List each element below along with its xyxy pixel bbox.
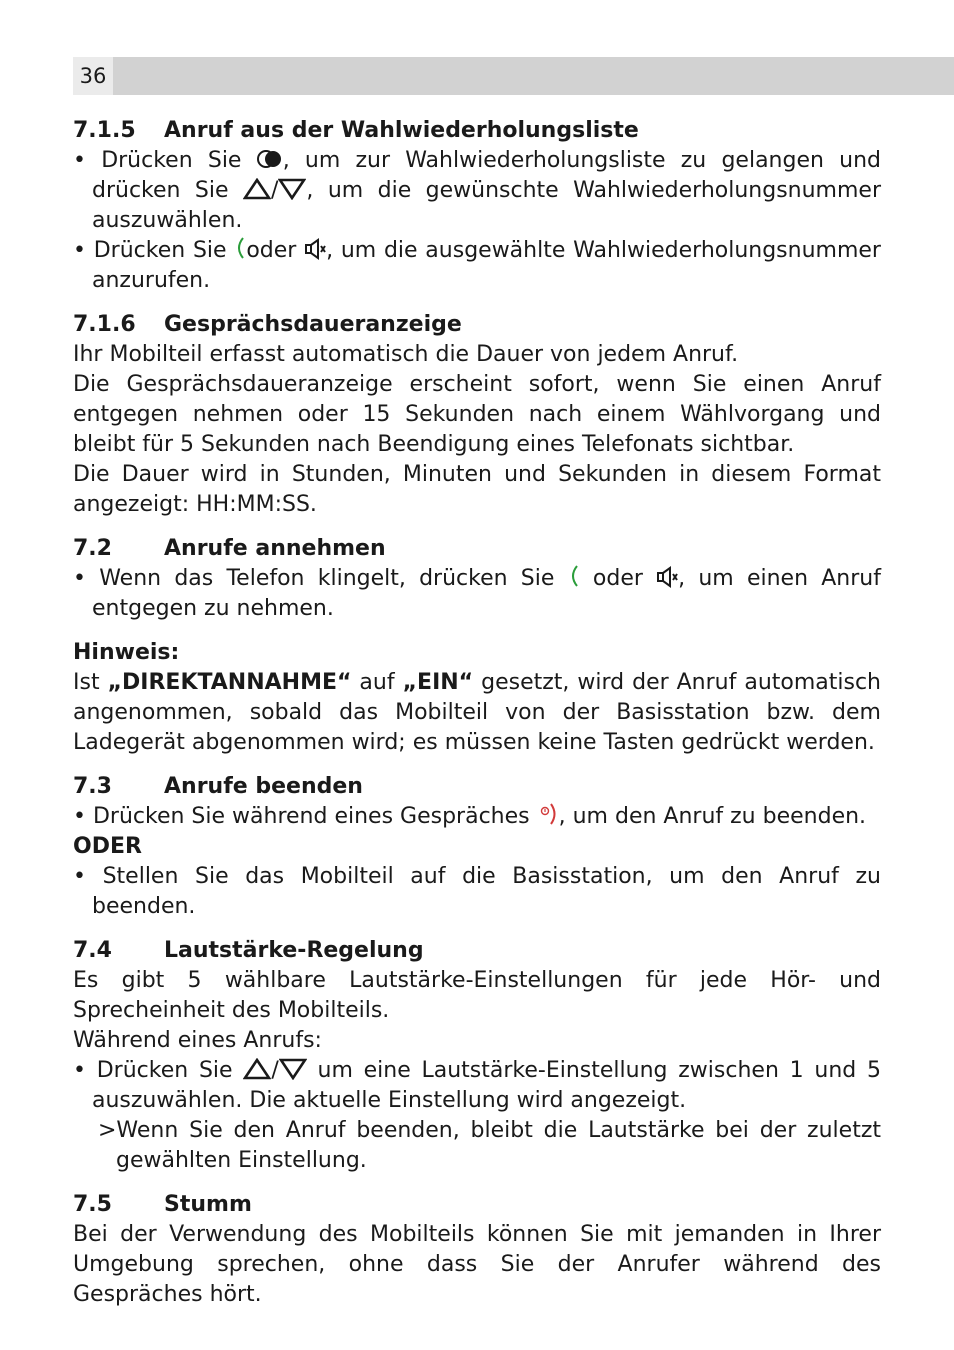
up-arrow-icon xyxy=(243,178,271,200)
bullet-text: oder xyxy=(246,238,297,263)
section-7-3 xyxy=(73,772,881,922)
end-call-icon xyxy=(537,802,559,826)
note-text-part: Ist xyxy=(73,670,108,695)
section-number: 7.4 xyxy=(73,938,112,963)
note-text-part: gesetzt, wird der Anruf automatisch angenommen, sobald das Mobilteil von der Basisstation bzw. dem Ladegerät abgenommen wird; es müssen keine Tasten gedrückt werden. xyxy=(73,670,881,755)
section-heading xyxy=(73,116,881,146)
or-label: ODER xyxy=(73,834,142,859)
paragraph: Bei der Verwendung des Mobilteils können Sie mit jemanden in Ihrer Umgebung sprechen, ohne dass Sie der Anrufer während des Gespräches hört. xyxy=(73,1222,881,1307)
section-7-4 xyxy=(73,936,881,1176)
section-title: Stumm xyxy=(164,1192,252,1217)
down-arrow-icon xyxy=(279,1058,307,1080)
page-number: 36 xyxy=(73,57,113,95)
section-heading xyxy=(73,310,881,340)
speaker-icon xyxy=(304,238,326,260)
section-7-1-5 xyxy=(73,116,881,296)
section-7-1-6 xyxy=(73,310,881,520)
section-title: Anrufe annehmen xyxy=(164,536,386,561)
section-7-5 xyxy=(73,1190,881,1310)
section-heading xyxy=(73,534,881,564)
paragraph: Die Gesprächsdaueranzeige erscheint sofort, wenn Sie einen Anruf entgegen nehmen oder 15 Sekunden nach einem Wählvorgang und bleibt für 5 Sekunden nach Beendigung eines Telefonats sichtbar. xyxy=(73,372,881,457)
bullet-text: , um die ausgewählte Wahlwiederholungsnummer anzurufen. xyxy=(92,238,881,293)
section-number: 7.3 xyxy=(73,774,112,799)
bullet-text: Drücken Sie xyxy=(96,1058,233,1083)
bullet-item: • Drücken Sie , um zur Wahlwiederholungsliste zu gelangen und drücken Sie / , um die gewünschte Wahlwiederholungsnummer auszuwählen. xyxy=(73,148,881,233)
note-text xyxy=(73,668,881,758)
section-title: Gesprächsdaueranzeige xyxy=(164,312,462,337)
paragraph: Während eines Anrufs: xyxy=(73,1028,322,1053)
section-heading xyxy=(73,936,881,966)
bullet-text: , um die gewünschte Wahlwiederholungsnummer auszuwählen. xyxy=(92,178,881,233)
sub-item: >Wenn Sie den Anruf beenden, bleibt die Lautstärke bei der zuletzt gewählten Einstellung. xyxy=(98,1118,881,1173)
redial-icon xyxy=(257,148,283,170)
call-icon xyxy=(568,564,580,588)
bullet-text: Drücken Sie xyxy=(101,148,242,173)
bullet-text: , um einen Anruf entgegen zu nehmen. xyxy=(92,566,881,621)
separator: / xyxy=(271,1058,279,1083)
paragraph: Es gibt 5 wählbare Lautstärke-Einstellungen für jede Hör- und Sprecheinheit des Mobilteils. xyxy=(73,968,881,1023)
page-content xyxy=(73,116,881,1324)
section-heading xyxy=(73,1190,881,1220)
section-number: 7.5 xyxy=(73,1192,112,1217)
section-number: 7.1.6 xyxy=(73,312,136,337)
bullet-text: Drücken Sie während eines Gespräches xyxy=(92,804,530,829)
section-7-2 xyxy=(73,534,881,624)
bullet-item: • Drücken Sie während eines Gespräches , um den Anruf zu beenden. xyxy=(73,804,867,829)
section-number: 7.2 xyxy=(73,536,112,561)
note-text-part: auf xyxy=(351,670,403,695)
section-heading xyxy=(73,772,881,802)
bullet-text: , um zur Wahlwiederholungsliste zu gelangen und drücken Sie xyxy=(92,148,881,203)
bullet-text: Drücken Sie xyxy=(93,238,227,263)
bullet-item: • Drücken Sie oder , um die ausgewählte Wahlwiederholungsnummer anzurufen. xyxy=(73,238,881,293)
paragraph: Die Dauer wird in Stunden, Minuten und Sekunden in diesem Format angezeigt: HH:MM:SS. xyxy=(73,462,881,517)
down-arrow-icon xyxy=(278,178,306,200)
bullet-text: , um den Anruf zu beenden. xyxy=(558,804,867,829)
section-number: 7.1.5 xyxy=(73,118,136,143)
section-title: Anrufe beenden xyxy=(164,774,363,799)
note-setting-name: „DIREKTANNAHME“ xyxy=(107,670,352,695)
bullet-text: oder xyxy=(592,566,643,591)
note-block xyxy=(73,638,881,758)
bullet-text: Stellen Sie das Mobilteil auf die Basisstation, um den Anruf zu beenden. xyxy=(92,864,881,919)
bullet-text: um eine Lautstärke-Einstellung zwischen 1 und 5 auszuwählen. Die aktuelle Einstellung wird angezeigt. xyxy=(92,1058,881,1113)
bullet-item: • Stellen Sie das Mobilteil auf die Basisstation, um den Anruf zu beenden. xyxy=(73,864,881,919)
speaker-icon xyxy=(656,566,678,588)
section-title: Lautstärke-Regelung xyxy=(164,938,424,963)
call-icon xyxy=(234,236,246,260)
separator: / xyxy=(270,178,279,203)
section-title: Anruf aus der Wahlwiederholungsliste xyxy=(164,118,639,143)
bullet-text: Wenn das Telefon klingelt, drücken Sie xyxy=(99,566,555,591)
note-setting-value: „EIN“ xyxy=(402,670,474,695)
note-label: Hinweis: xyxy=(73,640,180,665)
bullet-item: • Drücken Sie / um eine Lautstärke-Einstellung zwischen 1 und 5 auszuwählen. Die aktuelle Einstellung wird angezeigt. xyxy=(73,1058,881,1113)
header-bar xyxy=(73,57,954,95)
paragraph: Ihr Mobilteil erfasst automatisch die Dauer von jedem Anruf. xyxy=(73,342,739,367)
up-arrow-icon xyxy=(243,1058,271,1080)
bullet-item: • Wenn das Telefon klingelt, drücken Sie oder , um einen Anruf entgegen zu nehmen. xyxy=(73,566,881,621)
